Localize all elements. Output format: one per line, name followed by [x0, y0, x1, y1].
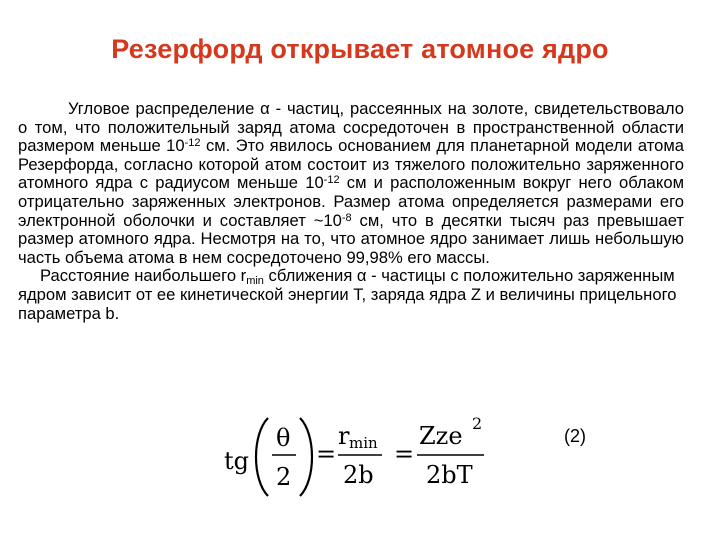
subscript-min: min — [246, 275, 264, 288]
exponent-3: -8 — [341, 211, 352, 224]
paragraph1-part3: см и расположенным вокруг него облаком отрицательно заряженных электронов. Размер атома определяется размерами его электронной оболочки и составляет ~10 — [18, 173, 684, 230]
paragraph2-part2: сближения α - частицы с положительно заряженным ядром зависит от ее кинетической энергии T, заряда ядра Z и величины прицельного параметра b. — [18, 266, 677, 323]
formula-scattering-angle — [222, 412, 522, 502]
exponent-1: -12 — [184, 137, 201, 150]
formula-two: 2 — [276, 463, 292, 491]
exponent-2: -12 — [323, 174, 340, 187]
paragraph1-part4: см, что в десятки тысяч раз превышает размер атомного ядра. Несмотря на то, что атомное ядро занимает лишь небольшую часть объема атома в нем сосредоточено 99,98% его массы. — [18, 210, 684, 267]
formula-num-zze: Zze — [419, 422, 463, 450]
paragraph1-part1: Угловое распределение α - частиц, рассеянных на золоте, свидетельствовало о том, что положительный заряд атома сосредоточен в пространственной области размером меньше 10 — [18, 99, 684, 156]
paragraph-closest-approach — [18, 267, 684, 323]
paragraph1-part2: см. Это явилось основанием для планетарной модели атома Резерфорда, согласно которой атом состоит из тяжелого положительно заряженного атомного ядра с радиусом меньше 10 — [18, 136, 684, 193]
body-text — [18, 100, 684, 323]
formula-right-paren — [300, 418, 312, 496]
paragraph-rutherford-model — [18, 100, 684, 267]
formula-den-2bt: 2bT — [426, 461, 473, 489]
formula-tg: tg — [224, 447, 250, 475]
formula-number: (2) — [564, 426, 586, 446]
formula-theta: θ — [276, 424, 291, 452]
paragraph2-part1: Расстояние наибольшего r — [40, 266, 247, 286]
formula-equals-1: = — [316, 440, 337, 468]
slide-title: Резерфорд открывает атомное ядро — [111, 34, 609, 64]
formula-left-paren — [256, 418, 268, 496]
formula-den-2b: 2b — [343, 461, 374, 489]
formula-r-sub: min — [349, 434, 378, 452]
formula-num-exp: 2 — [472, 414, 483, 433]
formula-equals-2: = — [394, 440, 415, 468]
formula-r: r — [338, 422, 350, 450]
